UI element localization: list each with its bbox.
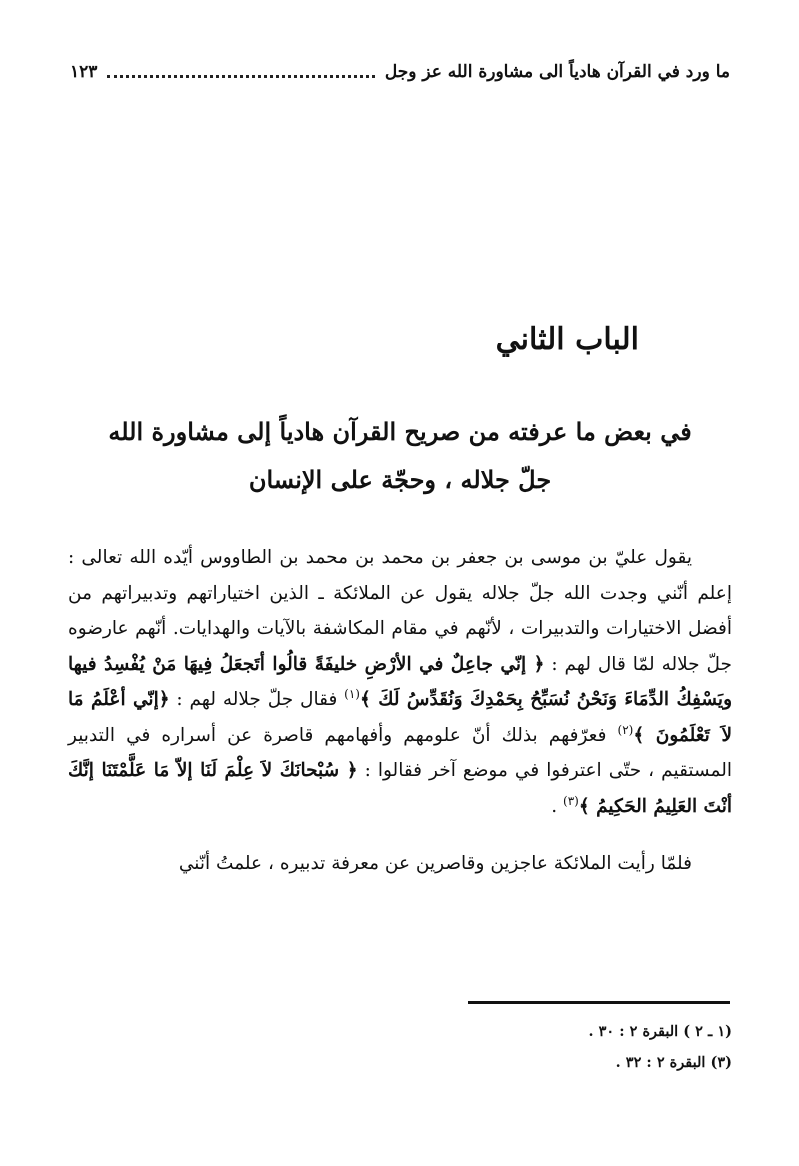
chapter-heading: الباب الثاني (495, 322, 639, 357)
footnotes (68, 1016, 732, 1078)
quran-quote-1: ﴿ إنّي جاعِلٌ في الأرْضِ خليفَةً قالُوا أتَجعَلُ فِيهَا مَنْ يُفْسِدُ فيها ويَسْفِكُ الدِّمَاءَ وَنَحْنُ نُسَبِّحُ بِحَمْدِكَ وَنُقَدِّسُ لَكَ ﴾ (68, 653, 733, 710)
paragraph-1-text-b: فقال جلّ جلاله لهم : (169, 689, 345, 710)
paragraph-1-text-c: فعرّفهم بذلك أنّ علومهم وأفهامهم قاصرة عن أسراره في التدبير المستقيم ، حتّى اعترفوا في موضع آخر فقالوا : (68, 724, 732, 781)
footnote-marker-2: (٢) (617, 722, 634, 737)
footnote-1: (١ ـ ٢ ) البقرة ٢ : ٣٠ . (588, 1023, 732, 1040)
footnote-marker-1: (١) (344, 686, 360, 701)
leader-dots (107, 75, 374, 78)
chapter-subtitle-line-2: جلّ جلاله ، وحجّة على الإنسان (248, 465, 552, 494)
running-header (70, 52, 730, 92)
footnote-2: (٣) البقرة ٢ : ٣٢ . (615, 1054, 732, 1071)
quran-quote-3: ﴿ سُبْحانَكَ لاَ عِلْمَ لَنَا إلاّ مَا عَلَّمْتَنَا إنَّكَ أنْتَ العَلِيمُ الحَكِيمُ ﴾ (68, 760, 732, 817)
footnote-marker-3: (٣) (563, 793, 579, 808)
paragraph-1 (68, 540, 732, 824)
paragraph-1-end: . (551, 795, 563, 817)
chapter-subtitle-line-1: في بعض ما عرفته من صريح القرآن هادياً إلى مشاورة الله (108, 417, 692, 446)
footnote-divider (468, 1001, 730, 1004)
chapter-subtitle (80, 408, 720, 504)
body-text (68, 540, 732, 882)
quran-quote-2: ﴿إنّي أعْلَمُ مَا لاَ تَعْلَمُونَ ﴾ (68, 689, 732, 746)
paragraph-1-text-a: يقول عليّ بن موسى بن جعفر بن محمد بن محمد بن الطاووس أيّده الله تعالى : إعلم أنّني وجدت الله جلّ جلاله يقول عن الملائكة ـ الذين اختياراتهم وتدبيراتهم من أفضل الاختيارات والتدبيرات ، لأنّهم في مقام المكاشفة بالآيات والهدايات. أنّهم عارضوه جلّ جلاله لمّا قال لهم : (68, 547, 732, 675)
paragraph-2: فلمّا رأيت الملائكة عاجزين وقاصرين عن معرفة تدبيره ، علمتُ أنّني (178, 853, 692, 874)
running-header-title: ما ورد في القرآن هادياً الى مشاورة الله عز وجل (384, 62, 730, 82)
page-number: ١٢٣ (70, 62, 98, 82)
